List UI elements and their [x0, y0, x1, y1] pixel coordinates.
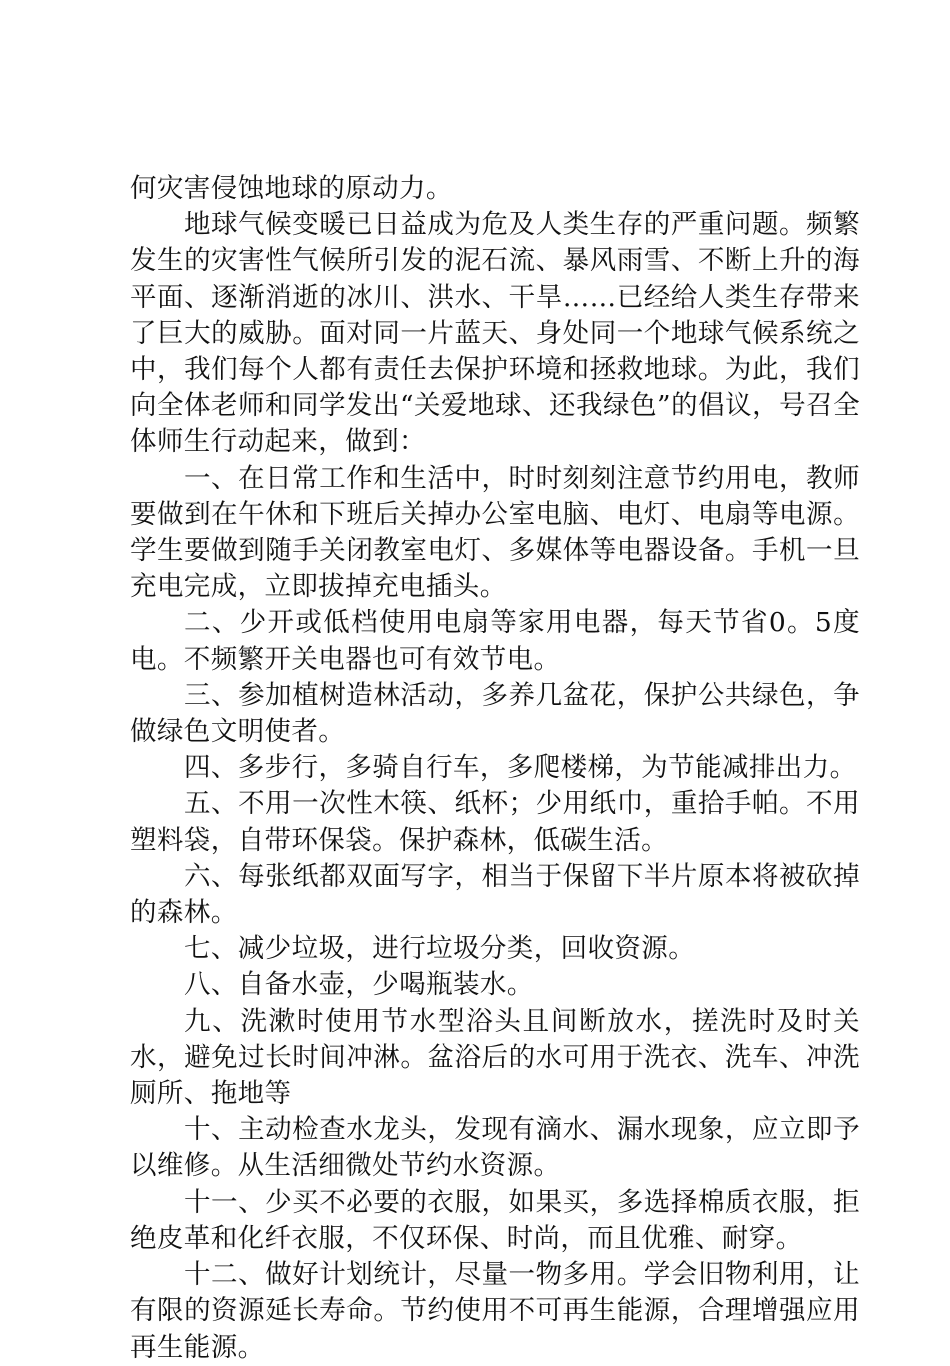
paragraph-item-2: 二、少开或低档使用电扇等家用电器，每天节省0。5度电。不频繁开关电器也可有效节电。	[130, 607, 860, 675]
paragraph-item-12: 十二、做好计划统计，尽量一物多用。学会旧物利用，让有限的资源延长寿命。节约使用不可再生能源，合理增强应用再生能源。	[130, 1259, 860, 1363]
paragraph-item-3: 三、参加植树造林活动，多养几盆花，保护公共绿色，争做绿色文明使者。	[130, 679, 860, 748]
paragraph-intro: 地球气候变暖已日益成为危及人类生存的严重问题。频繁发生的灾害性气候所引发的泥石流、暴风雨雪、不断上升的海平面、逐渐消逝的冰川、洪水、干旱……已经给人类生存带来了巨大的威胁。面对同一片蓝天、身处同一个地球气候系统之中，我们每个人都有责任去保护环境和拯救地球。为此，我们向全体老师和同学发出“关爱地球、还我绿色”的倡议，号召全体师生行动起来，做到：	[130, 209, 860, 458]
paragraph-item-5: 五、不用一次性木筷、纸杯；少用纸巾，重拾手帕。不用塑料袋，自带环保袋。保护森林，低碳生活。	[130, 788, 860, 856]
paragraph-item-4: 四、多步行，多骑自行车，多爬楼梯，为节能减排出力。	[184, 752, 857, 784]
paragraph-item-1: 一、在日常工作和生活中，时时刻刻注意节约用电，教师要做到在午休和下班后关掉办公室电脑、电灯、电扇等电源。学生要做到随手关闭教室电灯、多媒体等电器设备。手机一旦充电完成，立即拔掉充电插头。	[130, 462, 860, 603]
paragraph-item-7: 七、减少垃圾，进行垃圾分类，回收资源。	[184, 933, 696, 965]
paragraph-continuation: 何灾害侵蚀地球的原动力。	[130, 173, 453, 204]
paragraph-item-9: 九、洗漱时使用节水型浴头且间断放水，搓洗时及时关水，避免过长时间冲淋。盆浴后的水可用于洗衣、洗车、冲洗厕所、拖地等	[130, 1005, 860, 1110]
paragraph-item-10: 十、主动检查水龙头，发现有滴水、漏水现象，应立即予以维修。从生活细微处节约水资源。	[130, 1114, 860, 1182]
paragraph-item-8: 八、自备水壶，少喝瓶装水。	[184, 969, 534, 1001]
paragraph-item-11: 十一、少买不必要的衣服，如果买，多选择棉质衣服，拒绝皮革和化纤衣服，不仅环保、时尚，而且优雅、耐穿。	[130, 1186, 860, 1254]
paragraph-item-6: 六、每张纸都双面写字，相当于保留下半片原本将被砍掉的森林。	[130, 860, 860, 929]
document-body	[130, 171, 860, 1366]
